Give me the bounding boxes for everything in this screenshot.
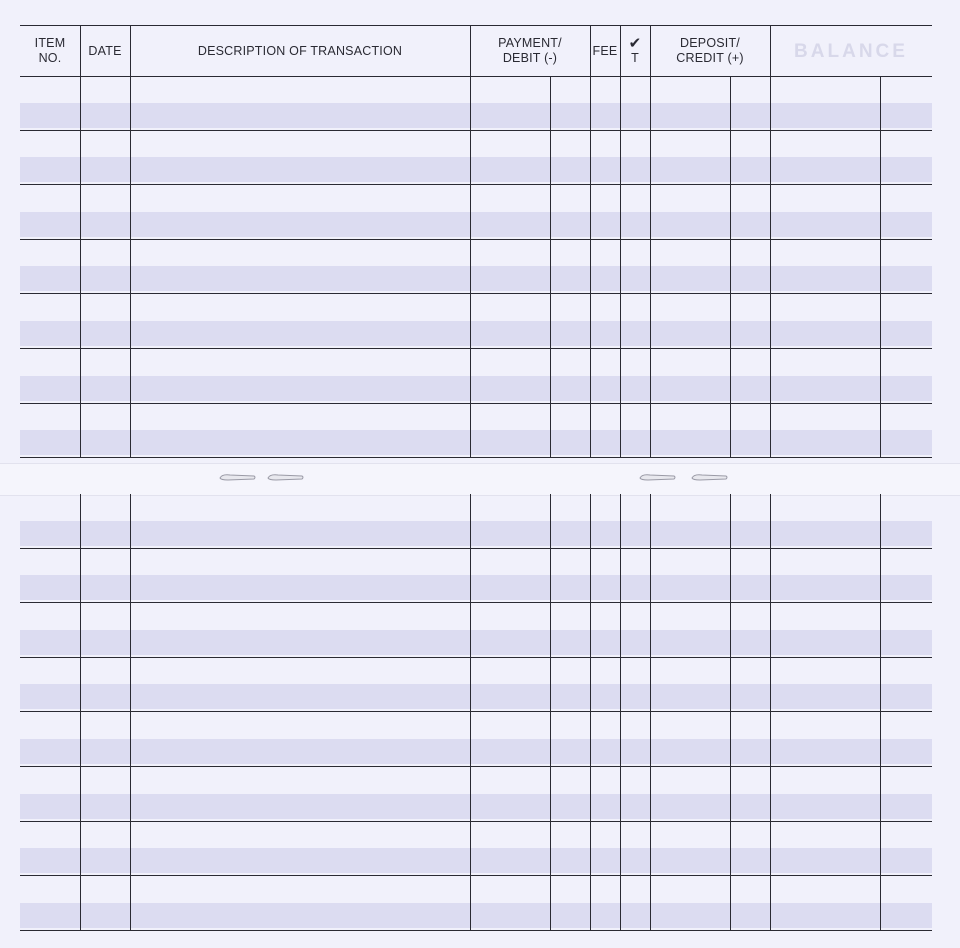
register-row[interactable] xyxy=(20,603,932,658)
booklet-fold xyxy=(0,463,960,496)
column-rule xyxy=(80,76,81,458)
register-row[interactable] xyxy=(20,876,932,931)
row-stripe xyxy=(20,103,932,128)
row-stripe xyxy=(20,684,932,709)
register-row[interactable] xyxy=(20,494,932,549)
column-rule xyxy=(620,494,621,931)
row-stripe xyxy=(20,212,932,237)
column-rule xyxy=(620,76,621,458)
header-column-rule xyxy=(650,26,651,76)
column-rule xyxy=(730,494,731,931)
staple-icon xyxy=(218,472,258,482)
register-row[interactable] xyxy=(20,185,932,240)
row-stripe xyxy=(20,794,932,819)
column-rule xyxy=(80,494,81,931)
fee-header: FEE xyxy=(592,43,618,58)
column-rule xyxy=(470,76,471,458)
header-column-rule xyxy=(620,26,621,76)
checkmark-icon: ✔ xyxy=(628,34,642,52)
column-rule xyxy=(730,76,731,458)
row-stripe xyxy=(20,266,932,291)
row-stripe xyxy=(20,376,932,401)
date-header: DATE xyxy=(88,43,122,58)
column-rule xyxy=(550,494,551,931)
register-header xyxy=(20,25,932,77)
payment-debit-header: PAYMENT/ DEBIT (-) xyxy=(498,36,562,65)
column-rule xyxy=(880,76,881,458)
column-rule xyxy=(130,76,131,458)
column-rule xyxy=(770,76,771,458)
register-row[interactable] xyxy=(20,294,932,349)
header-column-rule xyxy=(470,26,471,76)
header-column-rule xyxy=(130,26,131,76)
column-rule xyxy=(770,494,771,931)
register-row[interactable] xyxy=(20,76,932,131)
staple-icon xyxy=(266,472,306,482)
balance-header: BALANCE xyxy=(794,40,908,62)
register-row[interactable] xyxy=(20,712,932,767)
register-row[interactable] xyxy=(20,549,932,604)
staple-icon xyxy=(638,472,678,482)
staple-icon xyxy=(690,472,730,482)
header-column-rule xyxy=(770,26,771,76)
row-stripe xyxy=(20,848,932,873)
column-rule xyxy=(590,494,591,931)
register-row[interactable] xyxy=(20,240,932,295)
description-header: DESCRIPTION OF TRANSACTION xyxy=(197,43,403,58)
column-rule xyxy=(590,76,591,458)
register-row[interactable] xyxy=(20,404,932,459)
column-rule xyxy=(880,494,881,931)
row-stripe xyxy=(20,521,932,546)
column-rule xyxy=(550,76,551,458)
row-stripe xyxy=(20,575,932,600)
deposit-credit-header: DEPOSIT/ CREDIT (+) xyxy=(676,36,744,65)
column-rule xyxy=(130,494,131,931)
register-row[interactable] xyxy=(20,349,932,404)
column-rule xyxy=(650,494,651,931)
item-no-header: ITEM NO. xyxy=(34,36,66,65)
row-stripe xyxy=(20,430,932,455)
row-stripe xyxy=(20,321,932,346)
row-stripe xyxy=(20,630,932,655)
column-rule xyxy=(650,76,651,458)
row-stripe xyxy=(20,739,932,764)
header-column-rule xyxy=(80,26,81,76)
row-stripe xyxy=(20,903,932,928)
header-column-rule xyxy=(590,26,591,76)
register-row[interactable] xyxy=(20,822,932,877)
register-row[interactable] xyxy=(20,767,932,822)
register-row[interactable] xyxy=(20,131,932,186)
column-rule xyxy=(470,494,471,931)
check-t-header: ✔ T xyxy=(628,34,642,65)
row-stripe xyxy=(20,157,932,182)
register-row[interactable] xyxy=(20,658,932,713)
